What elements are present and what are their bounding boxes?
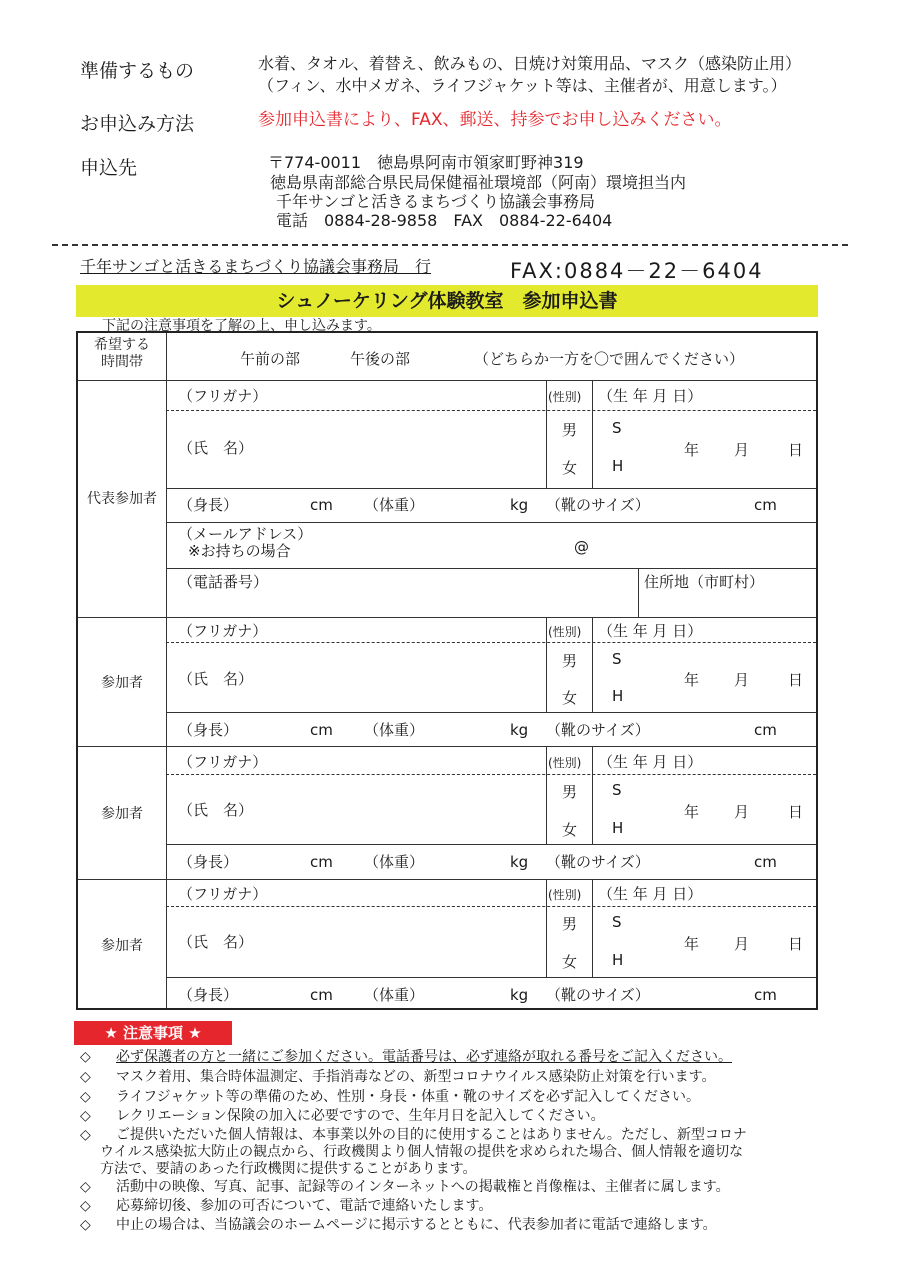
p1-shoe-label: （靴のサイズ） <box>546 721 650 739</box>
rep-year: 年 <box>684 441 700 459</box>
dest-line-4: 電話 0884-28-9858 FAX 0884-22-6404 <box>276 211 613 230</box>
dest-label: 申込先 <box>80 157 138 179</box>
rep-gender-label: (性別) <box>548 390 582 404</box>
p2-name-label: （氏 名） <box>178 801 254 819</box>
p1-height-label: （身長） <box>178 721 239 739</box>
rep-day: 日 <box>788 441 804 459</box>
p3-gender-label: (性別) <box>548 888 582 902</box>
rep-name-label: （氏 名） <box>178 439 254 457</box>
p2-weight-label: （体重） <box>364 853 425 871</box>
p3-furigana-label: （フリガナ） <box>178 885 268 903</box>
p1-month: 月 <box>734 671 750 689</box>
rep-email-at: @ <box>574 538 589 556</box>
p1-male[interactable]: 男 <box>562 652 578 670</box>
rep-shoe-unit: cm <box>754 496 777 514</box>
p3-year: 年 <box>684 935 700 953</box>
p2-year: 年 <box>684 803 700 821</box>
p3-month: 月 <box>734 935 750 953</box>
p2-birth-label: （生 年 月 日） <box>598 753 703 771</box>
time-label: 希望する 時間帯 <box>94 337 150 370</box>
rep-era-h[interactable]: H <box>612 457 624 475</box>
p3-day: 日 <box>788 935 804 953</box>
p2-label: 参加者 <box>101 806 143 822</box>
p1-gender-label: (性別) <box>548 625 582 639</box>
p1-label: 参加者 <box>101 675 143 691</box>
dest-line-2: 徳島県南部総合県民局保健福祉環境部（阿南）環境担当内 <box>270 173 687 192</box>
rep-male[interactable]: 男 <box>562 421 578 439</box>
form-title: シュノーケリング体験教室 参加申込書 <box>276 290 618 312</box>
p2-weight-unit: kg <box>510 853 529 871</box>
rep-weight-unit: kg <box>510 496 529 514</box>
p3-birth-label: （生 年 月 日） <box>598 885 703 903</box>
p1-female[interactable]: 女 <box>562 689 578 707</box>
p1-weight-unit: kg <box>510 721 529 739</box>
p2-female[interactable]: 女 <box>562 821 578 839</box>
p3-name-label: （氏 名） <box>178 933 254 951</box>
prep-line-1: 水着、タオル、着替え、飲みもの、日焼け対策用品、マスク（感染防止用） <box>258 54 802 73</box>
method-text: 参加申込書により、FAX、郵送、持参でお申し込みください。 <box>258 110 732 130</box>
p3-male[interactable]: 男 <box>562 915 578 933</box>
rep-shoe-label: （靴のサイズ） <box>546 496 650 514</box>
p2-height-unit: cm <box>310 853 333 871</box>
rep-height-label: （身長） <box>178 496 239 514</box>
rep-email-label: （メールアドレス） ※お持ちの場合 <box>178 525 313 560</box>
pm-option[interactable]: 午後の部 <box>350 350 411 368</box>
rep-month: 月 <box>734 441 750 459</box>
p3-weight-label: （体重） <box>364 986 425 1004</box>
time-instruction: （どちらか一方を〇で囲んでください） <box>474 350 745 368</box>
rep-furigana-label: （フリガナ） <box>178 387 268 405</box>
fax-number: FAX:0884－22－6404 <box>510 259 764 283</box>
p2-gender-label: (性別) <box>548 756 582 770</box>
p3-label: 参加者 <box>101 938 143 954</box>
prep-label: 準備するもの <box>80 60 195 82</box>
dest-line-1: 〒774-0011 徳島県阿南市領家町野神319 <box>268 153 584 172</box>
p3-shoe-label: （靴のサイズ） <box>546 986 650 1004</box>
method-label: お申込み方法 <box>80 113 195 135</box>
p3-era-s[interactable]: S <box>612 913 622 931</box>
am-option[interactable]: 午前の部 <box>240 350 301 368</box>
p1-furigana-label: （フリガナ） <box>178 622 268 640</box>
p2-era-h[interactable]: H <box>612 819 624 837</box>
rep-height-unit: cm <box>310 496 333 514</box>
p1-weight-label: （体重） <box>364 721 425 739</box>
p3-height-label: （身長） <box>178 986 239 1004</box>
prep-line-2: （フィン、水中メガネ、ライフジャケット等は、主催者が、用意します。） <box>258 76 787 95</box>
p1-shoe-unit: cm <box>754 721 777 739</box>
p2-day: 日 <box>788 803 804 821</box>
p1-era-h[interactable]: H <box>612 687 624 705</box>
rep-weight-label: （体重） <box>364 496 425 514</box>
p1-year: 年 <box>684 671 700 689</box>
p3-weight-unit: kg <box>510 986 529 1004</box>
p3-era-h[interactable]: H <box>612 951 624 969</box>
p1-height-unit: cm <box>310 721 333 739</box>
p2-shoe-unit: cm <box>754 853 777 871</box>
p1-name-label: （氏 名） <box>178 670 254 688</box>
p1-birth-label: （生 年 月 日） <box>598 622 703 640</box>
dest-line-3: 千年サンゴと活きるまちづくり協議会事務局 <box>276 192 596 211</box>
addressee: 千年サンゴと活きるまちづくり協議会事務局 行 <box>80 257 432 276</box>
p2-month: 月 <box>734 803 750 821</box>
p2-male[interactable]: 男 <box>562 783 578 801</box>
p2-height-label: （身長） <box>178 853 239 871</box>
p3-height-unit: cm <box>310 986 333 1004</box>
p2-furigana-label: （フリガナ） <box>178 753 268 771</box>
rep-era-s[interactable]: S <box>612 419 622 437</box>
p1-era-s[interactable]: S <box>612 650 622 668</box>
notes-title: ★ 注意事項 ★ <box>74 1021 232 1045</box>
p3-shoe-unit: cm <box>754 986 777 1004</box>
form-intro: 下記の注意事項を了解の上、申し込みます。 <box>102 318 381 334</box>
p2-era-s[interactable]: S <box>612 781 622 799</box>
rep-label: 代表参加者 <box>87 491 157 507</box>
rep-address-label: 住所地（市町村） <box>644 573 765 591</box>
rep-phone-label: （電話番号） <box>178 573 269 591</box>
p3-female[interactable]: 女 <box>562 953 578 971</box>
p2-shoe-label: （靴のサイズ） <box>546 853 650 871</box>
notes-list: ◇ 必ず保護者の方と一緒にご参加ください。電話番号は、必ず連絡が取れる番号をご記入ください。 ◇ マスク着用、集合時体温測定、手指消毒などの、新型コロナウイルス感染防止対策を行います。 ◇ ライフジャケット等の準備のため、性別・身長・体重・靴のサイズを必ず記入してください。 ◇ レクリエーション保険の加入に必要ですので、生年月日を記入してください。 ◇ ご提供いただいた個人情報は、本事業以外の目的に使用することはありません。ただし、新型コロナ ウイルス感染拡大防止の観点から、行政機関より個人情報の提供を求められた場合、個人情報を適切な 方法で、要請のあった行政機関に提供することがあります。 ◇ 活動中の映像、写真、記事、記録等のインターネットへの掲載権と肖像権は、主催者に属します。 ◇ 応募締切後、参加の可否について、電話で連絡いたします。 ◇ 中止の場合は、当協議会のホームページに掲示するとともに、代表参加者に電話で連絡します。 <box>80 1049 747 1233</box>
rep-birth-label: （生 年 月 日） <box>598 387 703 405</box>
p1-day: 日 <box>788 671 804 689</box>
rep-female[interactable]: 女 <box>562 459 578 477</box>
